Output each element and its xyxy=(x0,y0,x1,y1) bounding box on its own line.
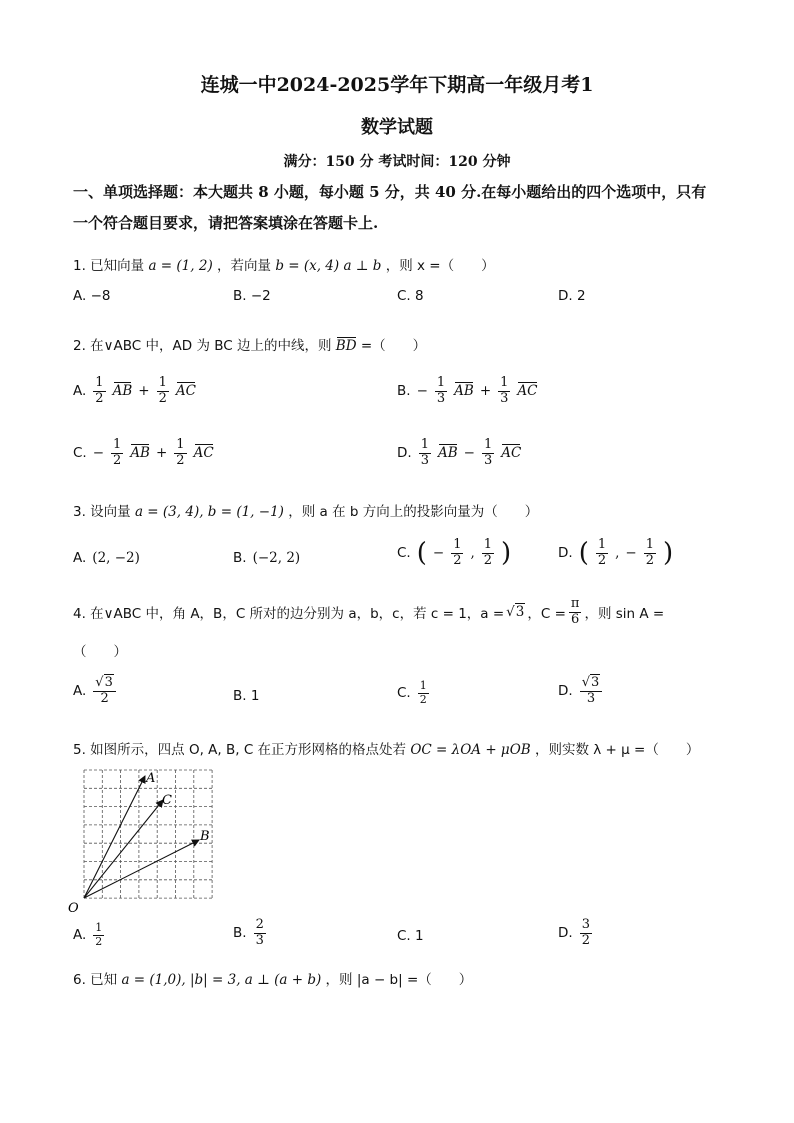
question-4-paren: （ ） xyxy=(73,644,127,660)
exam-title: 连城一中2024-2025学年下期高一年级月考1 xyxy=(200,74,594,96)
q1-perp: a ⊥ b xyxy=(343,258,382,274)
question-2-stem: 2. 在∨ABC 中，AD 为 BC 边上的中线，则 BD =（ ） xyxy=(73,338,427,354)
label-o: O xyxy=(68,901,79,914)
q1-option-d[interactable]: D. 2 xyxy=(558,288,586,304)
q3-option-b[interactable]: B. (−2, 2) xyxy=(233,550,301,566)
q5-option-d[interactable]: D. $\frac{3}{2}$ xyxy=(558,917,590,948)
q5-option-b[interactable]: B. $\frac{2}{3}$ xyxy=(233,917,264,948)
question-6-stem: 6. 已知 a = (1,0), |b| = 3, a ⊥ (a + b) ，则 |a − b| =（ ） xyxy=(73,972,473,988)
q5-grid-figure xyxy=(66,762,226,914)
label-b: B xyxy=(200,829,210,844)
q2-vector-bd: BD xyxy=(335,338,357,354)
section-heading-line1: 一、单项选择题：本大题共 8 小题，每小题 5 分，共 40 分.在每小题给出的四个选项中，只有 xyxy=(73,183,707,201)
exam-meta: 满分：150 分 考试时间：120 分钟 xyxy=(283,154,511,170)
q6-condition: a = (1,0), |b| = 3, a ⊥ (a + b) xyxy=(121,972,322,988)
q3-option-a[interactable]: A. (2, −2) xyxy=(73,550,140,566)
q5-option-a[interactable]: A. $\frac{1}{2}$ xyxy=(73,921,103,948)
q4-option-c[interactable]: C. $\frac{1}{2}$ xyxy=(397,679,427,706)
q4-option-a[interactable]: A. $\frac{√3}{2}$ xyxy=(73,676,117,707)
vector-oc xyxy=(84,800,163,898)
q5-option-c[interactable]: C. 1 xyxy=(397,928,424,944)
q4-option-b[interactable]: B. 1 xyxy=(233,688,260,704)
q4-option-d[interactable]: D. $\frac{√3}{3}$ xyxy=(558,676,603,707)
q1-option-b[interactable]: B. −2 xyxy=(233,288,271,304)
label-c: C xyxy=(162,793,172,808)
label-a: A xyxy=(146,771,156,786)
question-3-stem: 3. 设向量 a = (3, 4), b = (1, −1) ，则 a 在 b 方向上的投影向量为（ ） xyxy=(73,504,539,520)
q2-option-c[interactable]: C. − $\frac{1}{2}$ AB + $\frac{1}{2}$ AC xyxy=(73,437,214,468)
q1-vector-a: a = (1, 2) xyxy=(148,258,213,274)
q1-vector-b: b = (x, 4) xyxy=(275,258,340,274)
exam-subject: 数学试题 xyxy=(361,117,433,138)
q1-option-c[interactable]: C. 8 xyxy=(397,288,424,304)
q5-equation: OC = λOA + μOB xyxy=(410,742,531,758)
vector-ob xyxy=(84,840,199,898)
question-5-stem: 5. 如图所示，四点 O, A, B, C 在正方形网格的格点处若 OC = λOA + μOB ，则实数 λ + μ =（ ） xyxy=(73,742,700,758)
q3-option-c[interactable]: C. ( − $\frac{1}{2}$ , $\frac{1}{2}$ ) xyxy=(397,537,512,569)
q3-option-d[interactable]: D. ( $\frac{1}{2}$ , − $\frac{1}{2}$ ) xyxy=(558,537,674,569)
section-heading-line2: 一个符合题目要求，请把答案填涂在答题卡上. xyxy=(73,214,379,232)
q3-vectors: a = (3, 4), b = (1, −1) xyxy=(134,504,284,520)
question-4-stem: 4. 在∨ABC 中，角 A，B，C 所对的边分别为 a，b，c，若 c = 1，a = √3 ，C = $\frac{\pi}{6}$ ，则 sin A = xyxy=(73,596,665,627)
q2-option-b[interactable]: B. − $\frac{1}{3}$ AB + $\frac{1}{3}$ AC xyxy=(397,375,538,406)
q2-option-d[interactable]: D. $\frac{1}{3}$ AB − $\frac{1}{3}$ AC xyxy=(397,437,522,468)
q1-option-a[interactable]: A. −8 xyxy=(73,288,111,304)
q2-option-a[interactable]: A. $\frac{1}{2}$ AB + $\frac{1}{2}$ AC xyxy=(73,375,196,406)
question-1-stem: 1. 已知向量 a = (1, 2) ，若向量 b = (x, 4) a ⊥ b ，则 x =（ ） xyxy=(73,258,495,274)
